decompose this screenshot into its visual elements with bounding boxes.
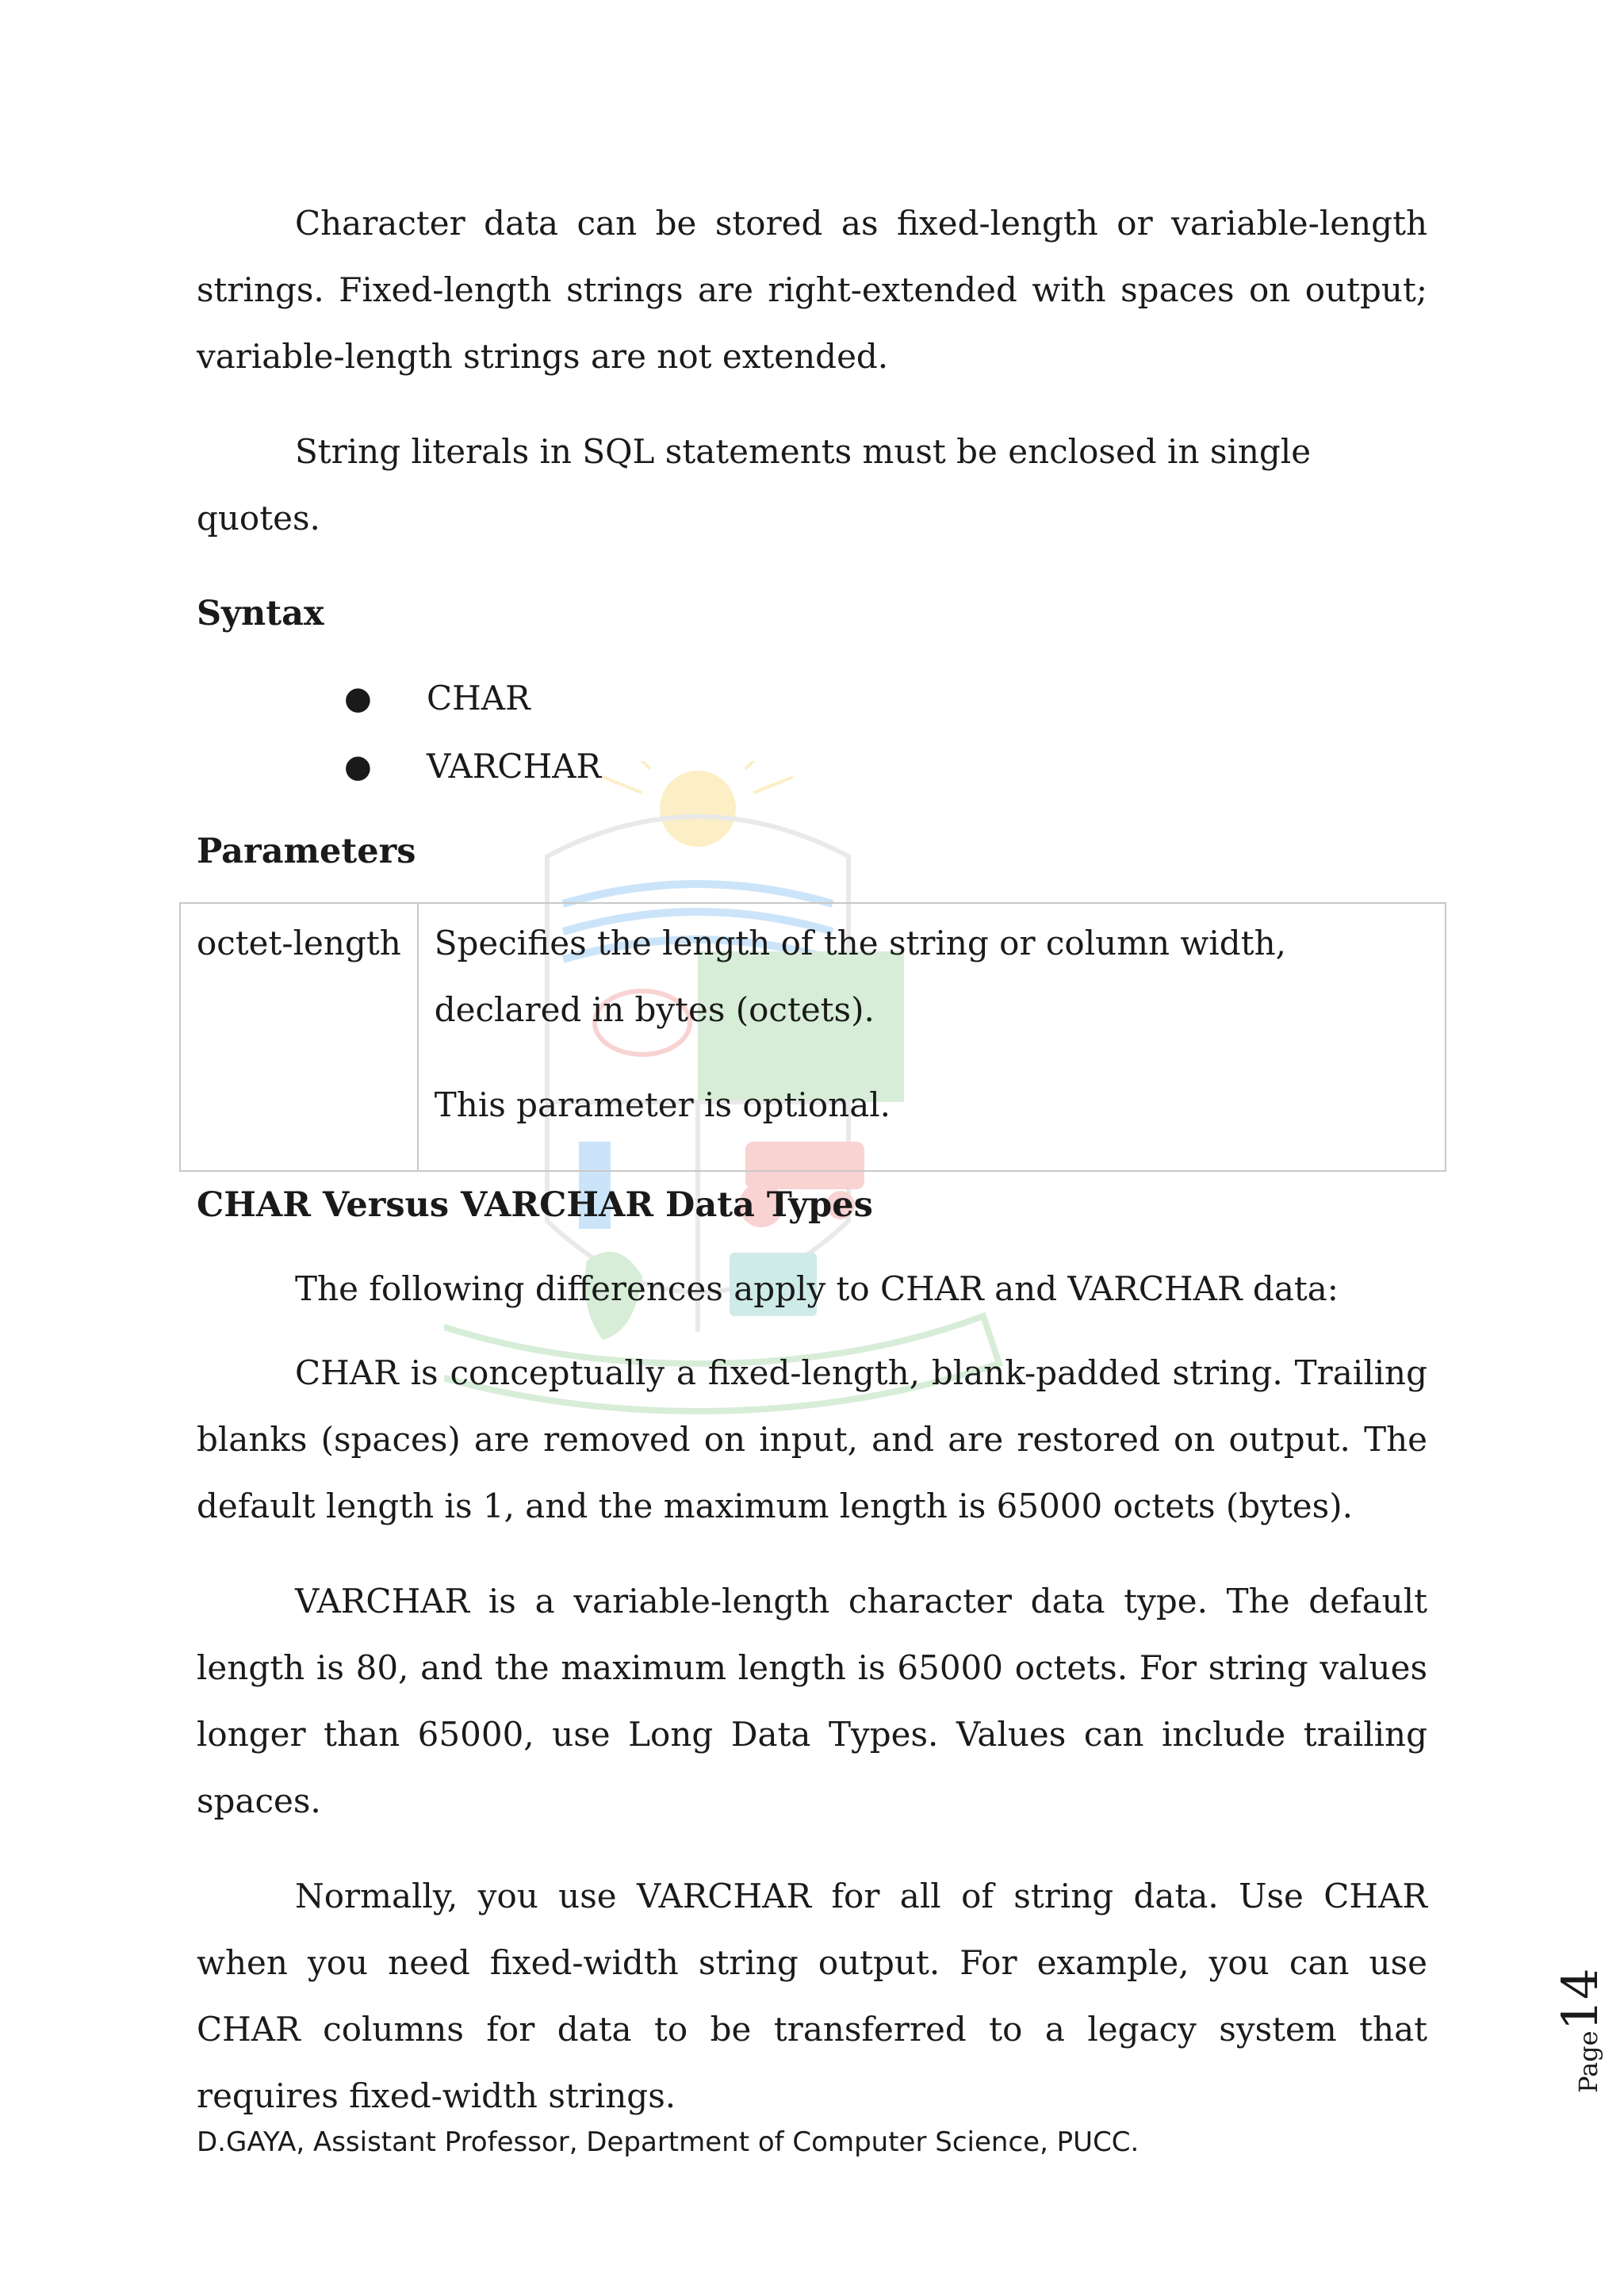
parameters-table [179,902,1446,1172]
varchar-paragraph: VARCHAR is a variable-length character data type. The default length is 80, and the maximum length is 65000 octets. For string values longer than 65000, use Long Data Types. Values can include trailing spaces. [197,1582,1427,1820]
syntax-item [197,664,1427,733]
parameters-heading: Parameters [197,832,416,871]
comparison-intro: The following differences apply to CHAR and VARCHAR data: [295,1269,1339,1308]
page-content [197,190,1427,2130]
syntax-heading: Syntax [197,594,324,633]
intro-paragraph: Character data can be stored as fixed-length or variable-length strings. Fixed-length strings are right-extended with spaces on output; variable-length strings are not extended. [197,204,1427,376]
bullet-icon: ● [344,680,372,717]
parameter-note: This parameter is optional. [434,1085,891,1124]
page-number [1507,1966,1609,2093]
comparison-heading: CHAR Versus VARCHAR Data Types [197,1185,873,1225]
page-footer: D.GAYA, Assistant Professor, Department of Computer Science, PUCC. [197,2126,1139,2158]
parameter-name: octet-length [180,903,418,1171]
syntax-list [197,664,1427,801]
char-paragraph: CHAR is conceptually a fixed-length, blank-padded string. Trailing blanks (spaces) are removed on input, and are restored on output. The default length is 1, and the maximum length is 65000 octets (bytes). [197,1353,1427,1525]
parameter-description-cell [418,903,1446,1171]
syntax-item-label: VARCHAR [427,747,602,786]
bullet-icon: ● [344,748,372,785]
syntax-item-label: CHAR [427,679,530,718]
syntax-item [197,733,1427,801]
page-number-value: 14 [1551,1968,1609,2031]
quotes-paragraph: String literals in SQL statements must be enclosed in single quotes. [197,432,1312,538]
page-label: Page [1573,2030,1603,2093]
parameter-description: Specifies the length of the string or column width, declared in bytes (octets). [434,924,1286,1029]
table-row [180,903,1446,1171]
usage-paragraph: Normally, you use VARCHAR for all of string data. Use CHAR when you need fixed-width string output. For example, you can use CHAR columns for data to be transferred to a legacy system that requires fixed-width strings. [197,1877,1427,2115]
